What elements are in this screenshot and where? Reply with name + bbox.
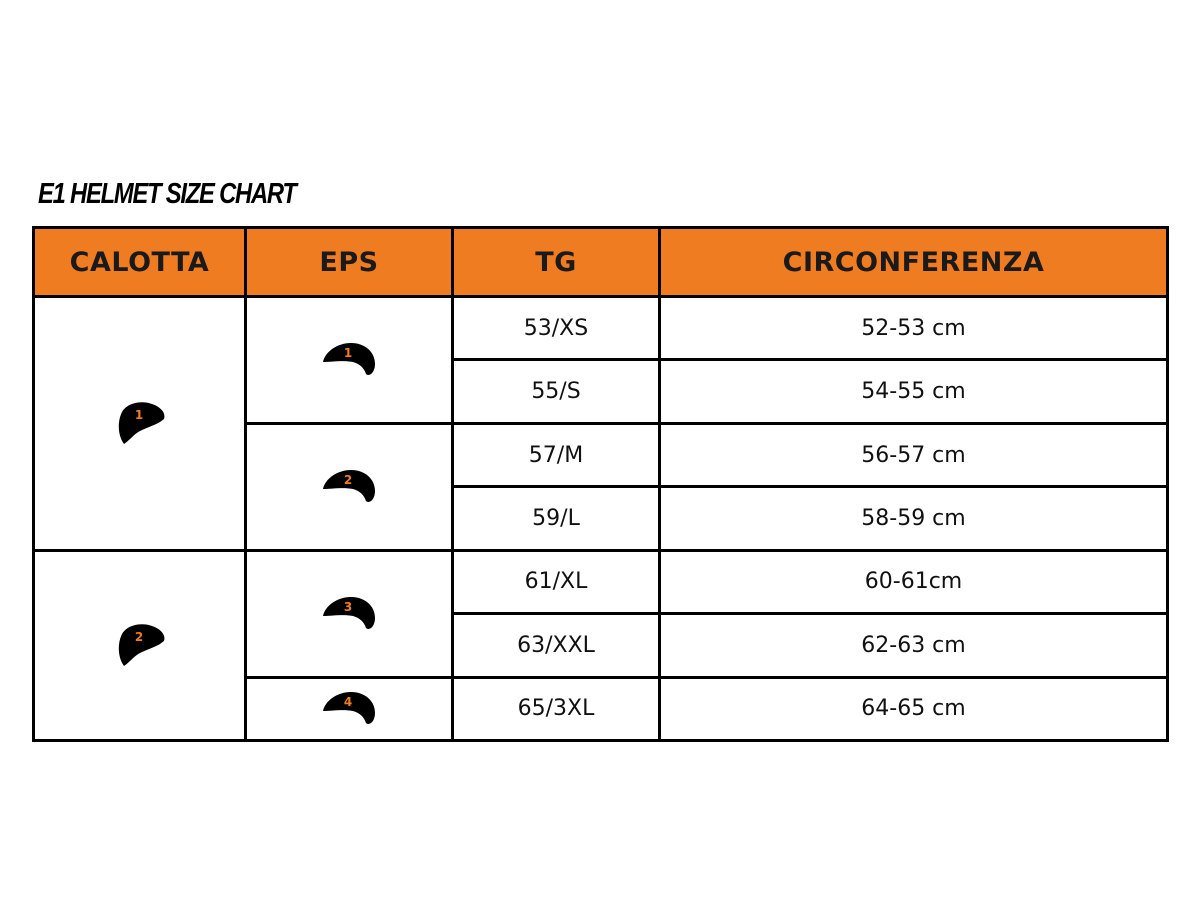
header-calotta: CALOTTA bbox=[34, 228, 246, 297]
circ-cell: 60-61cm bbox=[660, 550, 1168, 613]
eps-number: 2 bbox=[343, 472, 353, 487]
tg-cell: 65/3XL bbox=[453, 677, 660, 740]
helmet-shell-icon bbox=[110, 620, 170, 670]
circ-cell: 58-59 cm bbox=[660, 487, 1168, 550]
chart-title: E1 HELMET SIZE CHART bbox=[38, 178, 296, 210]
table-row bbox=[34, 297, 1168, 360]
calotta-cell-1 bbox=[34, 297, 246, 551]
header-tg: TG bbox=[453, 228, 660, 297]
circ-cell: 64-65 cm bbox=[660, 677, 1168, 740]
circ-cell: 52-53 cm bbox=[660, 297, 1168, 360]
eps-cell-2 bbox=[246, 423, 453, 550]
header-eps: EPS bbox=[246, 228, 453, 297]
calotta-number: 2 bbox=[134, 630, 143, 645]
eps-cell-1 bbox=[246, 297, 453, 424]
size-table bbox=[32, 226, 1169, 742]
eps-number: 3 bbox=[343, 599, 353, 614]
calotta-cell-2 bbox=[34, 550, 246, 740]
header-circonferenza: CIRCONFERENZA bbox=[660, 228, 1168, 297]
eps-liner-icon bbox=[319, 340, 379, 380]
eps-liner-icon bbox=[319, 467, 379, 507]
circ-cell: 54-55 cm bbox=[660, 360, 1168, 423]
eps-cell-4 bbox=[246, 677, 453, 740]
eps-liner-icon bbox=[319, 594, 379, 634]
eps-number: 1 bbox=[343, 345, 353, 360]
tg-cell: 55/S bbox=[453, 360, 660, 423]
tg-cell: 53/XS bbox=[453, 297, 660, 360]
circ-cell: 56-57 cm bbox=[660, 423, 1168, 486]
eps-number: 4 bbox=[343, 694, 353, 709]
helmet-shell-icon bbox=[110, 398, 170, 448]
tg-cell: 57/M bbox=[453, 423, 660, 486]
tg-cell: 61/XL bbox=[453, 550, 660, 613]
eps-cell-3 bbox=[246, 550, 453, 677]
circ-cell: 62-63 cm bbox=[660, 614, 1168, 677]
table-row bbox=[34, 550, 1168, 613]
tg-cell: 63/XXL bbox=[453, 614, 660, 677]
eps-liner-icon bbox=[319, 689, 379, 729]
calotta-number: 1 bbox=[134, 408, 143, 423]
tg-cell: 59/L bbox=[453, 487, 660, 550]
header-row bbox=[34, 228, 1168, 297]
